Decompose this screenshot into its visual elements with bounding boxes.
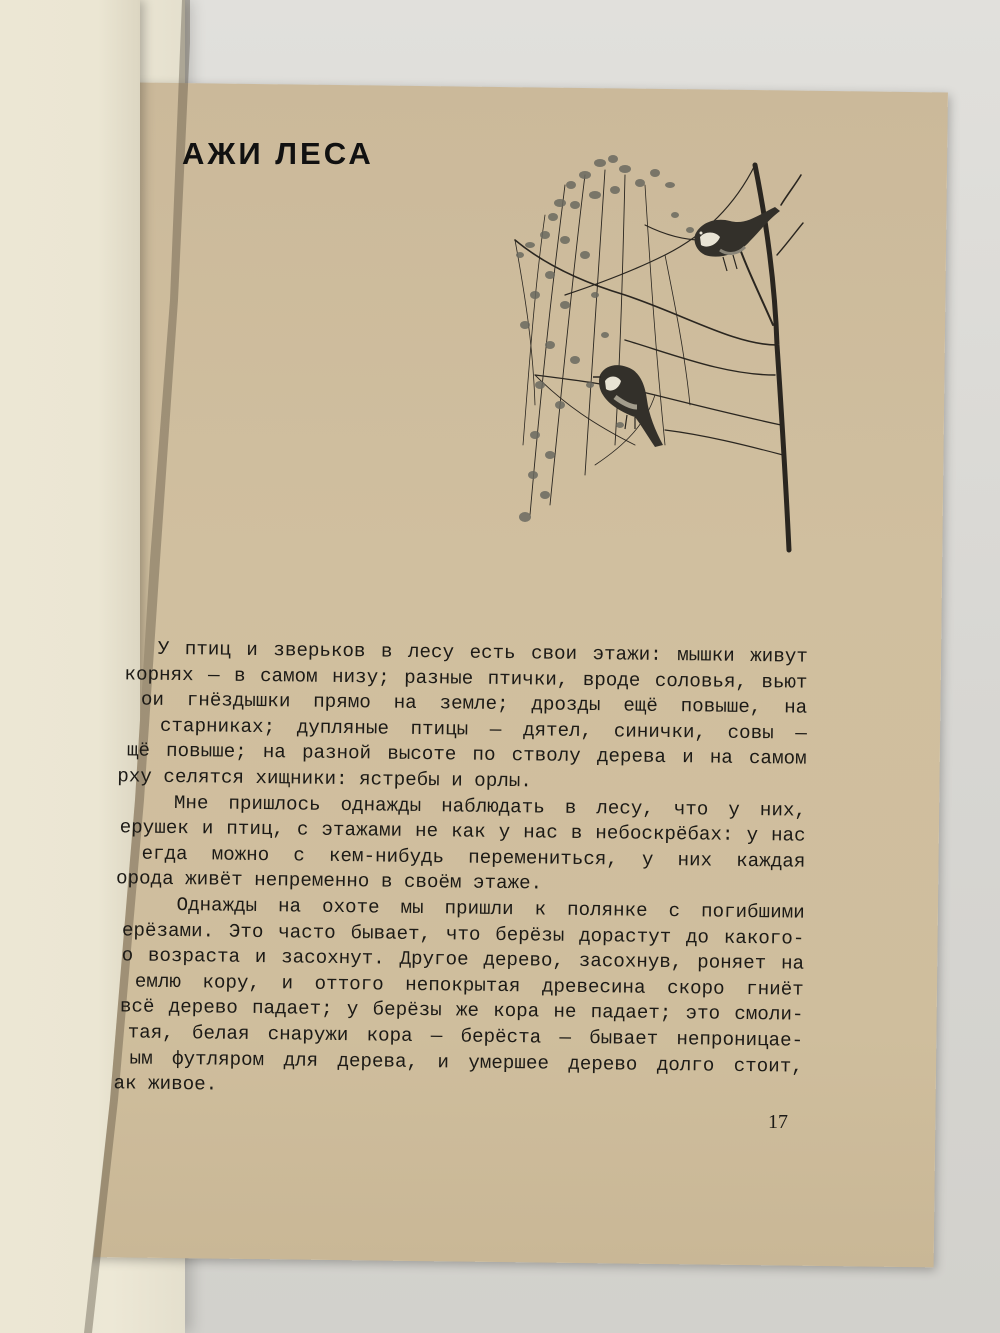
text-line: емлю кору, и оттого непокрытая древесина скоро гниёт <box>91 969 804 1001</box>
text-line: ак живое. <box>90 1072 218 1096</box>
text-line: ерушек и птиц, с этажами не как у нас в небоскрёбах: у нас <box>93 816 806 847</box>
text-line: всё дерево падает; у берёзы же кора не падает; это смоли- <box>91 995 804 1026</box>
page-number: 17 <box>768 1111 788 1133</box>
lower-bird <box>593 365 663 447</box>
text-line: Однажды на охоте мы пришли к полянке с погибшими <box>92 892 805 924</box>
text-line: У птиц и зверьков в лесу есть свои этажи: мышки живут <box>95 636 808 668</box>
text-line: рху селятся хищники: ястребы и орлы. <box>94 764 532 793</box>
text-line: ым футляром для дерева, и умершее дерево долго стоит, <box>90 1046 803 1078</box>
text-line: ои гнёздышки прямо на земле; дрозды ещё повыше, на <box>95 688 808 719</box>
chapter-heading: АЖИ ЛЕСА <box>182 136 374 171</box>
text-line: корнях — в самом низу; разные птички, вроде соловья, вьют <box>95 662 808 694</box>
text-line: тая, белая снаружи кора — берёста — бывает непроницае- <box>91 1020 804 1052</box>
text-line: ерёзами. Это часто бывает, что берёзы дорастут до какого- <box>92 918 805 950</box>
body-text <box>90 636 808 1105</box>
text-line: старниках; дупляные птицы — дятел, синички, совы — <box>94 713 807 745</box>
text-line: Мне пришлось однажды наблюдать в лесу, что у них, <box>93 790 807 822</box>
text-line: щё повыше; на разной высоте по стволу дерева и на самом <box>94 739 807 771</box>
text-line: о возраста и засохнут. Другое дерево, засохнув, роняет на <box>91 944 805 975</box>
text-line: орода живёт непременно в своём этаже. <box>92 867 543 895</box>
birds-illustration <box>505 145 805 555</box>
text-line: егда можно с кем-нибудь перемениться, у них каждая <box>93 841 806 873</box>
